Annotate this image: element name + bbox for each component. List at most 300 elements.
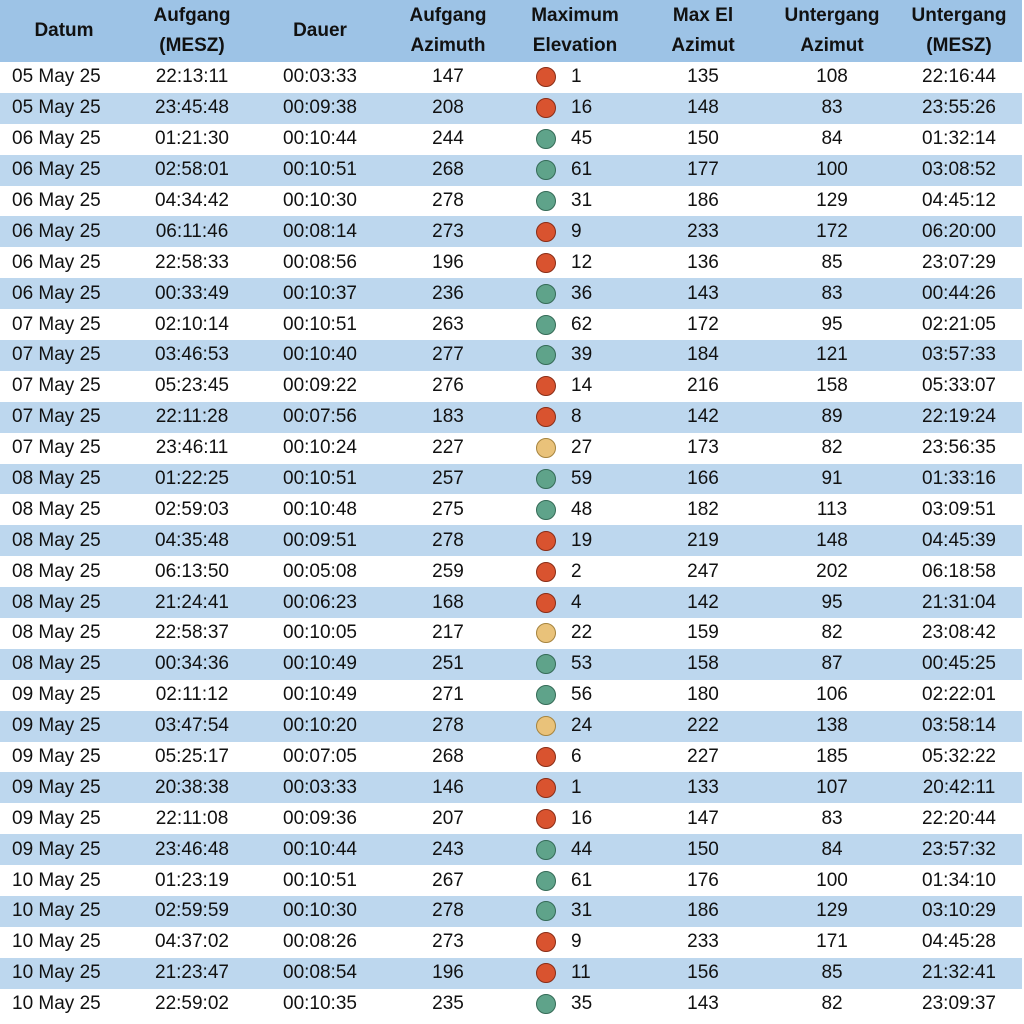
header-aufgang-azimuth: [384, 0, 512, 62]
cell-aufgang-mesz: 02:58:01: [128, 155, 256, 186]
table-row: [0, 680, 1022, 711]
cell-max-el-azimut: 158: [638, 649, 768, 680]
table-row: [0, 309, 1022, 340]
table-row: [0, 433, 1022, 464]
cell-untergang-mesz: 02:22:01: [896, 680, 1022, 711]
cell-aufgang-mesz: 01:21:30: [128, 124, 256, 155]
cell-indicator: [512, 464, 552, 495]
cell-max-el-azimut: 180: [638, 680, 768, 711]
cell-dauer: 00:10:44: [256, 834, 384, 865]
cell-untergang-azimut: 138: [768, 711, 896, 742]
cell-max-el-azimut: 147: [638, 803, 768, 834]
cell-indicator: [512, 525, 552, 556]
cell-datum: 08 May 25: [0, 525, 128, 556]
table-row: [0, 803, 1022, 834]
header-untergang-mesz-line2: (MESZ): [926, 35, 992, 56]
cell-aufgang-mesz: 22:59:02: [128, 989, 256, 1020]
cell-dauer: 00:10:49: [256, 680, 384, 711]
cell-aufgang-azimuth: 236: [384, 278, 512, 309]
table-row: [0, 247, 1022, 278]
cell-untergang-mesz: 00:45:25: [896, 649, 1022, 680]
cell-dauer: 00:09:51: [256, 525, 384, 556]
cell-datum: 07 May 25: [0, 433, 128, 464]
cell-untergang-azimut: 95: [768, 587, 896, 618]
cell-indicator: [512, 865, 552, 896]
cell-indicator: [512, 587, 552, 618]
elevation-status-dot-icon: [536, 871, 556, 891]
cell-untergang-azimut: 83: [768, 93, 896, 124]
cell-aufgang-mesz: 01:22:25: [128, 464, 256, 495]
cell-datum: 06 May 25: [0, 247, 128, 278]
cell-max-elevation: 1: [552, 62, 638, 93]
cell-dauer: 00:08:14: [256, 216, 384, 247]
elevation-status-dot-icon: [536, 716, 556, 736]
cell-untergang-mesz: 23:08:42: [896, 618, 1022, 649]
cell-datum: 06 May 25: [0, 278, 128, 309]
cell-datum: 07 May 25: [0, 309, 128, 340]
cell-untergang-mesz: 21:31:04: [896, 587, 1022, 618]
cell-dauer: 00:10:40: [256, 340, 384, 371]
cell-untergang-azimut: 84: [768, 124, 896, 155]
cell-max-elevation: 31: [552, 896, 638, 927]
cell-dauer: 00:10:20: [256, 711, 384, 742]
cell-aufgang-mesz: 23:46:11: [128, 433, 256, 464]
cell-indicator: [512, 649, 552, 680]
cell-aufgang-mesz: 22:58:33: [128, 247, 256, 278]
cell-untergang-azimut: 83: [768, 278, 896, 309]
cell-aufgang-mesz: 22:11:08: [128, 803, 256, 834]
cell-aufgang-mesz: 22:58:37: [128, 618, 256, 649]
cell-aufgang-azimuth: 263: [384, 309, 512, 340]
cell-untergang-mesz: 04:45:39: [896, 525, 1022, 556]
cell-dauer: 00:10:51: [256, 464, 384, 495]
cell-untergang-mesz: 23:09:37: [896, 989, 1022, 1020]
cell-max-el-azimut: 135: [638, 62, 768, 93]
cell-aufgang-mesz: 05:23:45: [128, 371, 256, 402]
header-aufgang-mesz: [128, 0, 256, 62]
cell-datum: 10 May 25: [0, 989, 128, 1020]
cell-max-elevation: 8: [552, 402, 638, 433]
cell-aufgang-mesz: 21:23:47: [128, 958, 256, 989]
header-untergang-mesz-line1: Untergang: [911, 5, 1007, 26]
cell-max-elevation: 24: [552, 711, 638, 742]
cell-max-elevation: 61: [552, 865, 638, 896]
cell-untergang-azimut: 85: [768, 247, 896, 278]
elevation-status-dot-icon: [536, 685, 556, 705]
cell-dauer: 00:03:33: [256, 772, 384, 803]
header-dauer: Dauer: [256, 0, 384, 62]
cell-aufgang-azimuth: 146: [384, 772, 512, 803]
cell-aufgang-azimuth: 277: [384, 340, 512, 371]
header-max-el-azimut-line2: Azimut: [671, 35, 735, 56]
cell-indicator: [512, 556, 552, 587]
cell-untergang-mesz: 03:08:52: [896, 155, 1022, 186]
cell-dauer: 00:10:05: [256, 618, 384, 649]
table-row: [0, 772, 1022, 803]
cell-untergang-azimut: 185: [768, 742, 896, 773]
header-row: [0, 0, 1022, 62]
cell-aufgang-mesz: 06:11:46: [128, 216, 256, 247]
cell-max-elevation: 6: [552, 742, 638, 773]
cell-aufgang-azimuth: 227: [384, 433, 512, 464]
cell-datum: 09 May 25: [0, 742, 128, 773]
cell-untergang-mesz: 23:57:32: [896, 834, 1022, 865]
cell-indicator: [512, 494, 552, 525]
cell-max-elevation: 22: [552, 618, 638, 649]
table-row: [0, 186, 1022, 217]
cell-untergang-mesz: 03:58:14: [896, 711, 1022, 742]
cell-indicator: [512, 958, 552, 989]
cell-untergang-azimut: 171: [768, 927, 896, 958]
header-aufgang-azimuth-line1: Aufgang: [409, 5, 487, 26]
cell-dauer: 00:08:54: [256, 958, 384, 989]
cell-aufgang-azimuth: 208: [384, 93, 512, 124]
cell-dauer: 00:10:51: [256, 865, 384, 896]
cell-aufgang-azimuth: 235: [384, 989, 512, 1020]
cell-untergang-mesz: 05:33:07: [896, 371, 1022, 402]
cell-untergang-mesz: 01:34:10: [896, 865, 1022, 896]
cell-max-el-azimut: 142: [638, 402, 768, 433]
cell-aufgang-azimuth: 278: [384, 896, 512, 927]
table-row: [0, 958, 1022, 989]
header-untergang-azimut-line2: Azimut: [800, 35, 864, 56]
cell-datum: 05 May 25: [0, 93, 128, 124]
cell-datum: 08 May 25: [0, 649, 128, 680]
cell-untergang-mesz: 22:20:44: [896, 803, 1022, 834]
cell-max-el-azimut: 142: [638, 587, 768, 618]
header-untergang-azimut: [768, 0, 896, 62]
cell-max-elevation: 44: [552, 834, 638, 865]
table-row: [0, 587, 1022, 618]
elevation-status-dot-icon: [536, 284, 556, 304]
elevation-status-dot-icon: [536, 345, 556, 365]
cell-max-elevation: 16: [552, 803, 638, 834]
cell-aufgang-azimuth: 244: [384, 124, 512, 155]
cell-dauer: 00:09:22: [256, 371, 384, 402]
header-maximum-elevation: [512, 0, 638, 62]
cell-datum: 08 May 25: [0, 618, 128, 649]
cell-aufgang-mesz: 00:34:36: [128, 649, 256, 680]
cell-aufgang-azimuth: 147: [384, 62, 512, 93]
cell-max-el-azimut: 143: [638, 989, 768, 1020]
cell-max-elevation: 14: [552, 371, 638, 402]
elevation-status-dot-icon: [536, 315, 556, 335]
cell-indicator: [512, 309, 552, 340]
cell-indicator: [512, 433, 552, 464]
header-aufgang-mesz-line1: Aufgang: [153, 5, 231, 26]
cell-max-el-azimut: 166: [638, 464, 768, 495]
cell-untergang-azimut: 87: [768, 649, 896, 680]
cell-aufgang-azimuth: 278: [384, 525, 512, 556]
header-aufgang-azimuth-line2: Azimuth: [410, 35, 486, 56]
cell-indicator: [512, 278, 552, 309]
cell-aufgang-azimuth: 243: [384, 834, 512, 865]
header-untergang-azimut-line1: Untergang: [784, 5, 880, 26]
table-row: [0, 865, 1022, 896]
header-untergang-mesz: [896, 0, 1022, 62]
cell-aufgang-azimuth: 268: [384, 742, 512, 773]
cell-indicator: [512, 742, 552, 773]
cell-aufgang-azimuth: 259: [384, 556, 512, 587]
cell-datum: 10 May 25: [0, 865, 128, 896]
cell-datum: 05 May 25: [0, 62, 128, 93]
cell-aufgang-mesz: 02:59:03: [128, 494, 256, 525]
cell-dauer: 00:10:48: [256, 494, 384, 525]
cell-untergang-azimut: 91: [768, 464, 896, 495]
table-row: [0, 155, 1022, 186]
elevation-status-dot-icon: [536, 901, 556, 921]
cell-dauer: 00:10:44: [256, 124, 384, 155]
cell-untergang-mesz: 01:33:16: [896, 464, 1022, 495]
cell-max-el-azimut: 186: [638, 186, 768, 217]
cell-aufgang-azimuth: 273: [384, 216, 512, 247]
cell-aufgang-mesz: 02:10:14: [128, 309, 256, 340]
cell-aufgang-mesz: 23:45:48: [128, 93, 256, 124]
cell-aufgang-azimuth: 278: [384, 711, 512, 742]
cell-untergang-mesz: 06:18:58: [896, 556, 1022, 587]
cell-aufgang-azimuth: 273: [384, 927, 512, 958]
cell-dauer: 00:07:56: [256, 402, 384, 433]
cell-indicator: [512, 927, 552, 958]
cell-aufgang-mesz: 22:13:11: [128, 62, 256, 93]
cell-max-elevation: 16: [552, 93, 638, 124]
elevation-status-dot-icon: [536, 809, 556, 829]
cell-max-elevation: 9: [552, 927, 638, 958]
cell-datum: 07 May 25: [0, 371, 128, 402]
table-row: [0, 216, 1022, 247]
cell-untergang-azimut: 113: [768, 494, 896, 525]
elevation-status-dot-icon: [536, 222, 556, 242]
cell-max-el-azimut: 216: [638, 371, 768, 402]
elevation-status-dot-icon: [536, 160, 556, 180]
cell-datum: 10 May 25: [0, 896, 128, 927]
cell-max-elevation: 61: [552, 155, 638, 186]
cell-untergang-azimut: 121: [768, 340, 896, 371]
cell-aufgang-mesz: 04:35:48: [128, 525, 256, 556]
cell-aufgang-azimuth: 275: [384, 494, 512, 525]
table-row: [0, 62, 1022, 93]
cell-max-el-azimut: 222: [638, 711, 768, 742]
cell-max-el-azimut: 156: [638, 958, 768, 989]
cell-datum: 10 May 25: [0, 958, 128, 989]
cell-untergang-azimut: 106: [768, 680, 896, 711]
cell-datum: 08 May 25: [0, 494, 128, 525]
cell-untergang-azimut: 82: [768, 433, 896, 464]
cell-max-el-azimut: 219: [638, 525, 768, 556]
cell-aufgang-mesz: 21:24:41: [128, 587, 256, 618]
cell-untergang-azimut: 108: [768, 62, 896, 93]
table-row: [0, 896, 1022, 927]
cell-indicator: [512, 247, 552, 278]
cell-indicator: [512, 618, 552, 649]
table-row: [0, 278, 1022, 309]
cell-dauer: 00:10:24: [256, 433, 384, 464]
cell-max-elevation: 35: [552, 989, 638, 1020]
elevation-status-dot-icon: [536, 531, 556, 551]
cell-untergang-azimut: 95: [768, 309, 896, 340]
cell-max-el-azimut: 176: [638, 865, 768, 896]
cell-indicator: [512, 834, 552, 865]
cell-max-elevation: 62: [552, 309, 638, 340]
cell-aufgang-mesz: 03:46:53: [128, 340, 256, 371]
cell-aufgang-azimuth: 271: [384, 680, 512, 711]
elevation-status-dot-icon: [536, 562, 556, 582]
cell-aufgang-azimuth: 276: [384, 371, 512, 402]
cell-max-elevation: 48: [552, 494, 638, 525]
cell-datum: 09 May 25: [0, 680, 128, 711]
elevation-status-dot-icon: [536, 747, 556, 767]
table-row: [0, 834, 1022, 865]
cell-dauer: 00:10:30: [256, 896, 384, 927]
elevation-status-dot-icon: [536, 67, 556, 87]
cell-untergang-azimut: 84: [768, 834, 896, 865]
cell-datum: 07 May 25: [0, 402, 128, 433]
cell-untergang-azimut: 82: [768, 989, 896, 1020]
cell-max-elevation: 45: [552, 124, 638, 155]
cell-indicator: [512, 216, 552, 247]
cell-aufgang-mesz: 05:25:17: [128, 742, 256, 773]
cell-untergang-azimut: 148: [768, 525, 896, 556]
cell-datum: 08 May 25: [0, 587, 128, 618]
cell-untergang-mesz: 01:32:14: [896, 124, 1022, 155]
cell-datum: 09 May 25: [0, 772, 128, 803]
cell-indicator: [512, 371, 552, 402]
cell-aufgang-azimuth: 217: [384, 618, 512, 649]
cell-max-el-azimut: 133: [638, 772, 768, 803]
cell-max-elevation: 19: [552, 525, 638, 556]
cell-untergang-mesz: 20:42:11: [896, 772, 1022, 803]
cell-aufgang-mesz: 03:47:54: [128, 711, 256, 742]
cell-datum: 07 May 25: [0, 340, 128, 371]
cell-max-elevation: 4: [552, 587, 638, 618]
cell-aufgang-mesz: 22:11:28: [128, 402, 256, 433]
cell-untergang-mesz: 05:32:22: [896, 742, 1022, 773]
cell-dauer: 00:08:56: [256, 247, 384, 278]
elevation-status-dot-icon: [536, 438, 556, 458]
table-row: [0, 124, 1022, 155]
elevation-status-dot-icon: [536, 191, 556, 211]
cell-max-el-azimut: 186: [638, 896, 768, 927]
cell-untergang-azimut: 129: [768, 896, 896, 927]
elevation-status-dot-icon: [536, 469, 556, 489]
cell-dauer: 00:10:51: [256, 309, 384, 340]
elevation-status-dot-icon: [536, 376, 556, 396]
cell-indicator: [512, 680, 552, 711]
cell-max-elevation: 11: [552, 958, 638, 989]
cell-max-el-azimut: 136: [638, 247, 768, 278]
cell-aufgang-azimuth: 207: [384, 803, 512, 834]
cell-max-elevation: 1: [552, 772, 638, 803]
table-row: [0, 464, 1022, 495]
cell-aufgang-azimuth: 196: [384, 958, 512, 989]
cell-untergang-azimut: 82: [768, 618, 896, 649]
table-row: [0, 525, 1022, 556]
cell-aufgang-mesz: 04:34:42: [128, 186, 256, 217]
cell-max-elevation: 39: [552, 340, 638, 371]
cell-indicator: [512, 711, 552, 742]
cell-dauer: 00:03:33: [256, 62, 384, 93]
cell-indicator: [512, 772, 552, 803]
cell-max-el-azimut: 173: [638, 433, 768, 464]
cell-untergang-azimut: 158: [768, 371, 896, 402]
cell-dauer: 00:06:23: [256, 587, 384, 618]
cell-max-el-azimut: 150: [638, 834, 768, 865]
cell-max-el-azimut: 184: [638, 340, 768, 371]
cell-max-el-azimut: 233: [638, 216, 768, 247]
header-aufgang-mesz-line2: (MESZ): [159, 35, 225, 56]
cell-untergang-mesz: 21:32:41: [896, 958, 1022, 989]
table-row: [0, 371, 1022, 402]
cell-indicator: [512, 124, 552, 155]
cell-aufgang-mesz: 02:59:59: [128, 896, 256, 927]
table-row: [0, 711, 1022, 742]
cell-dauer: 00:07:05: [256, 742, 384, 773]
cell-dauer: 00:08:26: [256, 927, 384, 958]
cell-aufgang-mesz: 01:23:19: [128, 865, 256, 896]
cell-untergang-mesz: 22:16:44: [896, 62, 1022, 93]
cell-dauer: 00:09:38: [256, 93, 384, 124]
header-max-el-azimut: [638, 0, 768, 62]
cell-max-el-azimut: 247: [638, 556, 768, 587]
cell-dauer: 00:10:51: [256, 155, 384, 186]
cell-dauer: 00:10:37: [256, 278, 384, 309]
cell-untergang-mesz: 23:55:26: [896, 93, 1022, 124]
cell-aufgang-azimuth: 251: [384, 649, 512, 680]
cell-indicator: [512, 896, 552, 927]
cell-datum: 08 May 25: [0, 556, 128, 587]
cell-datum: 09 May 25: [0, 803, 128, 834]
cell-datum: 06 May 25: [0, 216, 128, 247]
table-row: [0, 556, 1022, 587]
cell-untergang-mesz: 03:10:29: [896, 896, 1022, 927]
cell-untergang-azimut: 100: [768, 865, 896, 896]
cell-max-elevation: 31: [552, 186, 638, 217]
cell-aufgang-azimuth: 257: [384, 464, 512, 495]
table-row: [0, 989, 1022, 1020]
cell-max-elevation: 53: [552, 649, 638, 680]
cell-max-elevation: 9: [552, 216, 638, 247]
table-row: [0, 927, 1022, 958]
elevation-status-dot-icon: [536, 623, 556, 643]
elevation-status-dot-icon: [536, 129, 556, 149]
header-maximum-elevation-line1: Maximum: [531, 5, 619, 26]
elevation-status-dot-icon: [536, 778, 556, 798]
cell-aufgang-azimuth: 168: [384, 587, 512, 618]
cell-untergang-azimut: 100: [768, 155, 896, 186]
cell-aufgang-azimuth: 267: [384, 865, 512, 896]
cell-indicator: [512, 803, 552, 834]
cell-max-el-azimut: 148: [638, 93, 768, 124]
cell-aufgang-mesz: 06:13:50: [128, 556, 256, 587]
elevation-status-dot-icon: [536, 98, 556, 118]
cell-max-elevation: 2: [552, 556, 638, 587]
cell-untergang-azimut: 89: [768, 402, 896, 433]
cell-untergang-azimut: 172: [768, 216, 896, 247]
cell-aufgang-azimuth: 196: [384, 247, 512, 278]
cell-aufgang-azimuth: 268: [384, 155, 512, 186]
cell-untergang-mesz: 06:20:00: [896, 216, 1022, 247]
cell-max-el-azimut: 182: [638, 494, 768, 525]
table-row: [0, 494, 1022, 525]
cell-aufgang-mesz: 23:46:48: [128, 834, 256, 865]
cell-untergang-azimut: 202: [768, 556, 896, 587]
table-body: [0, 62, 1022, 1020]
cell-max-el-azimut: 172: [638, 309, 768, 340]
cell-aufgang-azimuth: 278: [384, 186, 512, 217]
elevation-status-dot-icon: [536, 253, 556, 273]
elevation-status-dot-icon: [536, 407, 556, 427]
cell-dauer: 00:09:36: [256, 803, 384, 834]
